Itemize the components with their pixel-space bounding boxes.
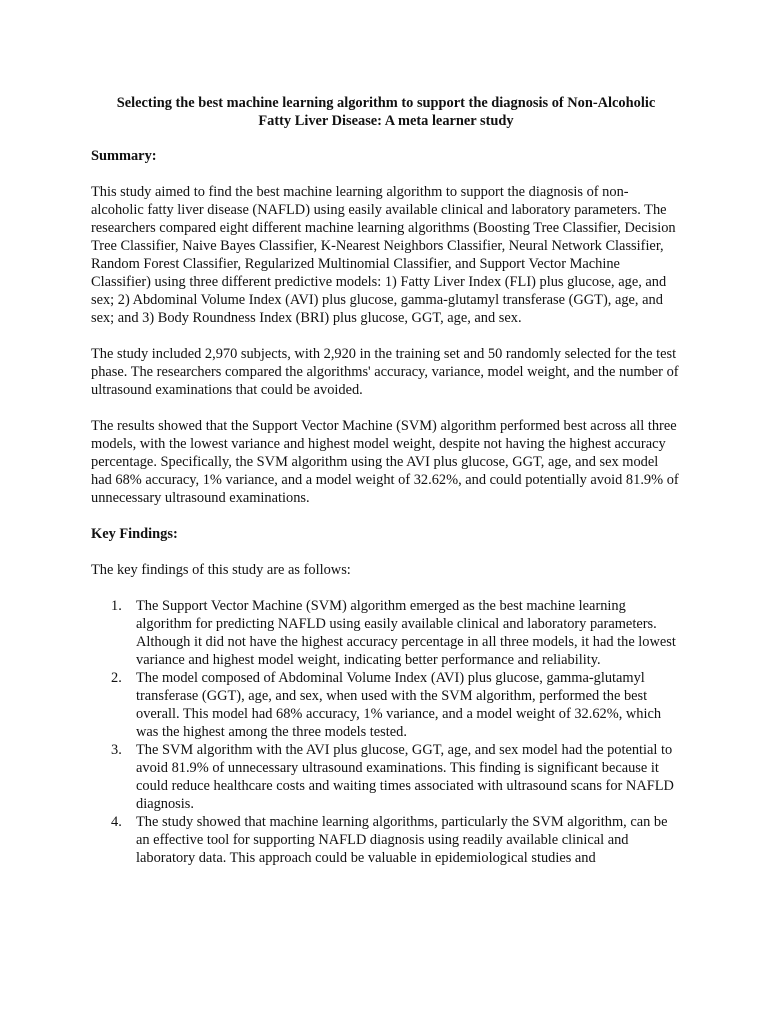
finding-text: The SVM algorithm with the AVI plus glucose, GGT, age, and sex model had the potential to avoid 81.9% of unnecessary ultrasound examinations. This finding is significant because it could reduce healthcare costs and waiting times associated with ultrasound scans for NAFLD diagnosis. <box>136 742 674 812</box>
finding-number: 4. <box>111 814 122 830</box>
finding-item <box>91 669 681 741</box>
document-page <box>91 94 681 867</box>
key-findings-list <box>91 597 681 867</box>
finding-number: 2. <box>111 670 122 686</box>
key-findings-heading: Key Findings: <box>91 526 178 542</box>
finding-item <box>91 597 681 669</box>
key-findings-intro: The key findings of this study are as follows: <box>91 562 351 578</box>
summary-paragraph-1: This study aimed to find the best machine learning algorithm to support the diagnosis of non-alcoholic fatty liver disease (NAFLD) using easily available clinical and laboratory parameters. The researchers compared eight different machine learning algorithms (Boosting Tree Classifier, Decision Tree Classifier, Naive Bayes Classifier, K-Nearest Neighbors Classifier, Neural Network Classifier, Random Forest Classifier, Regularized Multinomial Classifier, and Support Vector Machine Classifier) using three different predictive models: 1) Fatty Liver Index (FLI) plus glucose, age, and sex; 2) Abdominal Volume Index (AVI) plus glucose, gamma-glutamyl transferase (GGT), age, and sex; and 3) Body Roundness Index (BRI) plus glucose, GGT, age, and sex. <box>91 184 676 326</box>
summary-paragraph-3: The results showed that the Support Vector Machine (SVM) algorithm performed best across all three models, with the lowest variance and highest model weight, despite not having the highest accuracy percentage. Specifically, the SVM algorithm using the AVI plus glucose, GGT, age, and sex model had 68% accuracy, 1% variance, and a model weight of 32.62%, and could potentially avoid 81.9% of unnecessary ultrasound examinations. <box>91 418 679 506</box>
finding-item <box>91 813 681 867</box>
summary-paragraph-2: The study included 2,970 subjects, with 2,920 in the training set and 50 randomly selected for the test phase. The researchers compared the algorithms' accuracy, variance, model weight, and the number of ultrasound examinations that could be avoided. <box>91 346 679 398</box>
summary-heading: Summary: <box>91 148 157 164</box>
finding-text: The study showed that machine learning algorithms, particularly the SVM algorithm, can be an effective tool for supporting NAFLD diagnosis using readily available clinical and laboratory data. This approach could be valuable in epidemiological studies and <box>136 814 668 866</box>
finding-text: The model composed of Abdominal Volume Index (AVI) plus glucose, gamma-glutamyl transferase (GGT), age, and sex, when used with the SVM algorithm, performed the best overall. This model had 68% accuracy, 1% variance, and a model weight of 32.62%, which was the highest among the three models tested. <box>136 670 662 740</box>
finding-item <box>91 741 681 813</box>
finding-number: 3. <box>111 742 122 758</box>
finding-number: 1. <box>111 598 122 614</box>
finding-text: The Support Vector Machine (SVM) algorithm emerged as the best machine learning algorithm for predicting NAFLD using easily available clinical and laboratory parameters. Although it did not have the highest accuracy percentage in all three models, it had the lowest variance and highest model weight, indicating better performance and reliability. <box>136 598 676 668</box>
document-title: Selecting the best machine learning algorithm to support the diagnosis of Non-Alcoholic Fatty Liver Disease: A meta learner study <box>116 95 656 129</box>
